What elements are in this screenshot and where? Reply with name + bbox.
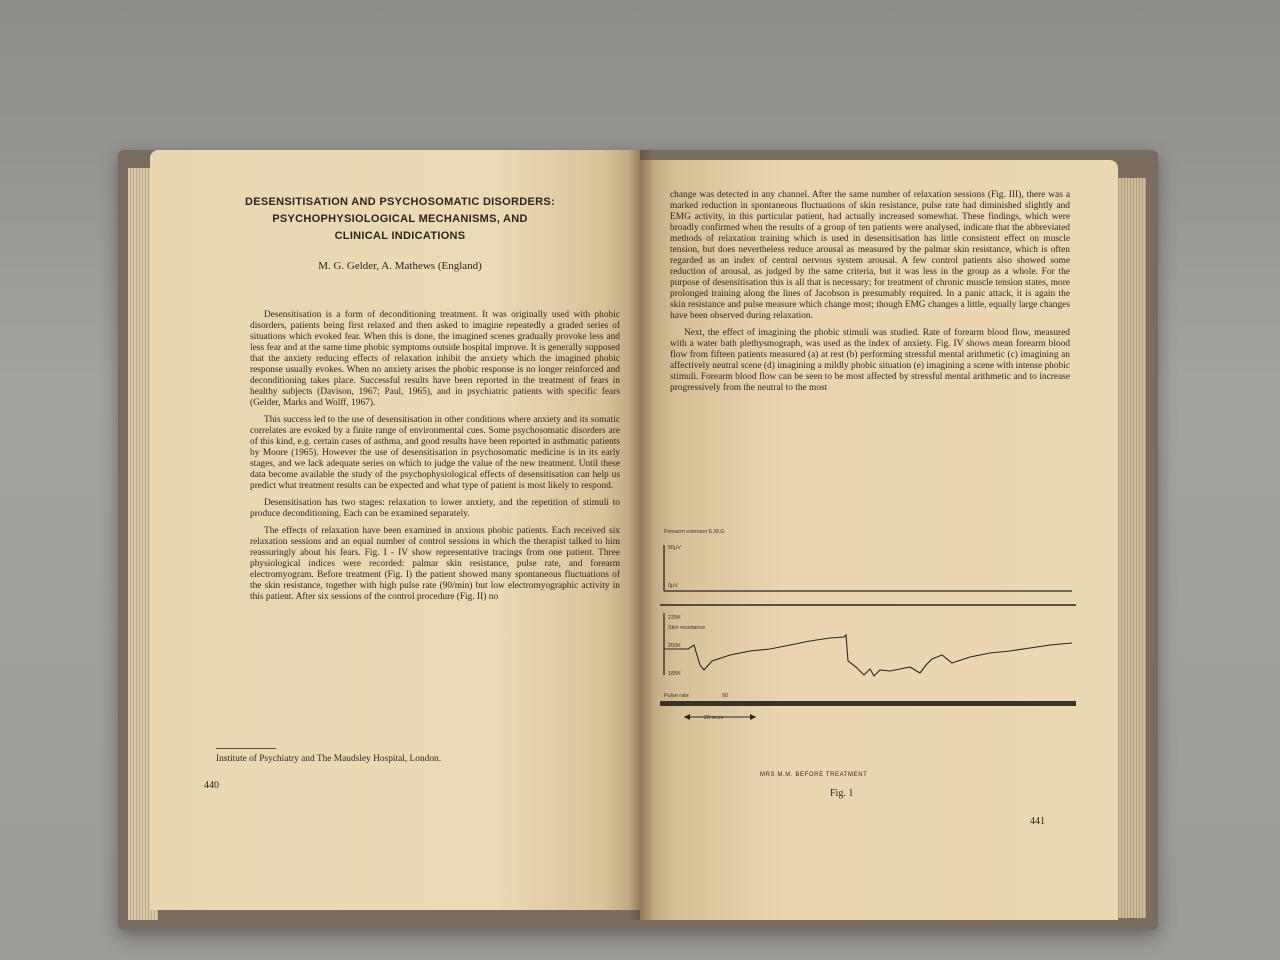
- timebar-label: 20 secs: [704, 715, 723, 721]
- right-page: [640, 160, 1118, 920]
- article-title: [190, 194, 610, 245]
- skin-resistance-trace: [664, 635, 1072, 676]
- figure-label: Fig. 1: [830, 788, 854, 799]
- paragraph: Next, the effect of imagining the phobic stimuli was studied. Rate of forearm blood flow, measured with a water bath plethysmograph, was used as the index of anxiety. Fig. IV shows mean forearm blood flow from fifteen patients measured (a) at rest (b) performing stressful mental arithmetic (c) imagining an affectively neutral scene (d) imagining a mildly phobic situation (e) imagining a scene with intense phobic stimuli. Forearm blood flow can be seen to be most affected by stressful mental arithmetic and to increase progressively from the neutral to the most: [670, 328, 1070, 393]
- emg-label: Forearm extensor E.M.G: [664, 529, 725, 535]
- page-number-right: 441: [1030, 816, 1045, 827]
- left-body-text: [250, 310, 620, 609]
- timebar-arrow-right: [750, 714, 756, 720]
- figure-tracings: [660, 525, 1080, 755]
- emg-tick-bottom: 0μV: [668, 583, 678, 589]
- page-number-left: 440: [204, 780, 219, 791]
- pulse-trace: [660, 701, 1076, 706]
- figure-caption: MRS M.M. BEFORE TREATMENT: [760, 772, 868, 778]
- emg-tick-top: 50μV: [668, 545, 681, 551]
- paragraph: Desensitisation is a form of deconditioning treatment. It was originally used with phobic disorders, patients being first relaxed and then asked to imagine repeatedly a graded series of situations which evoked fear. When this is done, the imagined scenes gradually provoke less and less fear and at the same time phobic symptoms outside hospital improve. It is generally supposed that the anxiety reducing effects of relaxation inhibit the anxiety which the imagined phobic response usually evokes. When no anxiety arises the phobic response is no longer reinforced and deconditioning takes place. Successful results have been reported in the treatment of fears in healthy subjects (Davison, 1967; Paul, 1965), and in psychiatric patients with specific fears (Gelder, Marks and Wolff, 1967).: [250, 310, 620, 408]
- title-line: CLINICAL INDICATIONS: [334, 230, 466, 242]
- title-line: PSYCHOPHYSIOLOGICAL MECHANISMS, AND: [272, 213, 528, 225]
- paragraph: This success led to the use of desensitisation in other conditions where anxiety and its somatic correlates are evoked by a finite range of environmental cues. Some psychosomatic disorders are of this kind, e.g. certain cases of asthma, and good results have been reported in asthmatic patients by Moore (1965). However the use of desensitisation in psychosomatic medicine is in its early stages, and we lack adequate series on which to judge the value of the new treatment. Until these data become available the study of the psychophysiological effects of desensitisation can help us predict what treatment results can be expected and what type of patient is most likely to respond.: [250, 415, 620, 491]
- right-body-text: [670, 190, 1070, 400]
- title-line: DESENSITISATION AND PSYCHOSOMATIC DISORDERS:: [244, 196, 556, 208]
- article-authors: M. G. Gelder, A. Mathews (England): [318, 260, 482, 272]
- skin-tick-225: 225K: [668, 615, 681, 621]
- footnote: Institute of Psychiatry and The Maudsley Hospital, London.: [216, 754, 442, 764]
- pulse-value: 90: [722, 693, 729, 699]
- skin-tick-185: 185K: [668, 671, 681, 677]
- paragraph: change was detected in any channel. After the same number of relaxation sessions (Fig. III), there was a marked reduction in spontaneous fluctuations of skin resistance, pulse rate had diminished slightly and EMG activity, in this particular patient, had actually increased somewhat. These findings, which were broadly confirmed when the results of a group of ten patients were analysed, indicate that the abbreviated methods of relaxation training which is used in desensitisation has little consistent effect on muscle tension, but does nevertheless reduce arousal as measured by the palmar skin resistance, which is often regarded as an index of central nervous system arousal. A few control patients also showed some reduction of arousal, as judged by the same criteria, but it was less in the group as a whole. For the purpose of desensitisation this is all that is necessary; for treatment of chronic muscle tension states, more prolonged training along the lines of Jacobson is presumably required. In a panic attack, it is again the skin resistance and pulse measure which change most; though EMG changes a little, equally large changes have been observed during relaxation.: [670, 190, 1070, 321]
- book-gutter: [628, 150, 654, 920]
- timebar-arrow-left: [684, 714, 690, 720]
- paragraph: Desensitisation has two stages: relaxation to lower anxiety, and the repetition of stimuli to produce deconditioning. Each can be examined separately.: [250, 498, 620, 519]
- pulse-label: Pulse rate: [664, 693, 689, 699]
- left-page: [150, 150, 640, 910]
- skin-label: Skin resistance: [668, 625, 706, 631]
- paragraph: The effects of relaxation have been examined in anxious phobic patients. Each received six relaxation sessions and an equal number of control sessions in which the therapist talked to him reassuringly about his fears. Fig. I - IV show representative tracings from one patient. Three physiological indices were recorded: palmar skin resistance, pulse rate, and forearm electromyogram. Before treatment (Fig. I) the patient showed many spontaneous fluctuations of the skin resistance, together with high pulse rate (90/min) but low electromyographic activity in this patient. After six sessions of the control procedure (Fig. II) no: [250, 526, 620, 602]
- skin-tick-200: 200K: [668, 643, 681, 649]
- footnote-rule: [216, 748, 276, 749]
